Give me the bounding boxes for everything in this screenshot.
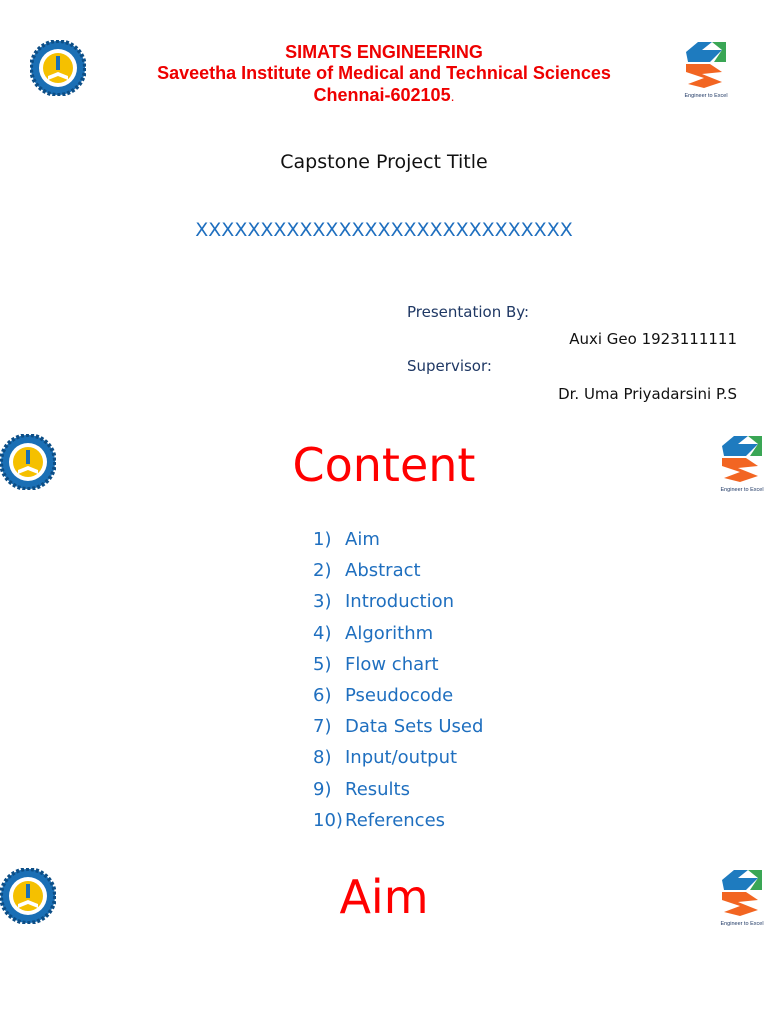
list-item-number: 9)	[313, 778, 332, 800]
list-item-number: 1)	[313, 529, 332, 550]
list-item-label: Flow chart	[345, 653, 439, 675]
list-item-label: Algorithm	[345, 622, 434, 644]
ses-tagline: Engineer to Excel	[720, 921, 764, 927]
list-item-label: Input/output	[345, 747, 458, 769]
list-item-label: References	[345, 809, 446, 831]
list-item-label: Results	[345, 778, 410, 800]
ses-tagline: Engineer to Excel	[720, 487, 764, 493]
list-item-number: 6)	[313, 684, 332, 706]
list-item-label: Introduction	[345, 591, 455, 613]
list-item-number: 2)	[313, 560, 332, 582]
list-item	[313, 623, 483, 654]
ses-logo-icon	[718, 866, 766, 928]
project-title-label: Capstone Project Title	[280, 151, 488, 173]
institution-location	[0, 85, 768, 107]
list-item	[313, 591, 483, 622]
list-item	[313, 779, 483, 810]
list-item	[313, 685, 483, 716]
location-text: Chennai-602105	[313, 85, 451, 105]
location-suffix: .	[450, 88, 455, 104]
list-item-number: 7)	[313, 716, 332, 738]
list-item-number: 10)	[313, 809, 343, 831]
list-item	[313, 529, 483, 560]
institution-full-name: Saveetha Institute of Medical and Technical Sciences	[157, 63, 611, 83]
presentation-by-label: Presentation By:	[407, 303, 530, 321]
presenter-name: Auxi Geo 1923111111	[569, 330, 737, 348]
ses-logo-icon	[682, 38, 730, 100]
supervisor-label: Supervisor:	[407, 357, 492, 375]
list-item-label: Pseudocode	[345, 684, 454, 706]
project-title-placeholder: XXXXXXXXXXXXXXXXXXXXXXXXXXXXX	[195, 219, 573, 241]
list-item-number: 8)	[313, 747, 332, 769]
ses-tagline: Engineer to Excel	[684, 93, 728, 99]
list-item	[313, 716, 483, 747]
content-list	[313, 529, 483, 841]
list-item-number: 4)	[313, 622, 332, 644]
content-heading: Content	[292, 438, 476, 492]
list-item-number: 5)	[313, 653, 332, 675]
list-item-label: Abstract	[345, 560, 421, 582]
aim-heading: Aim	[339, 870, 429, 924]
institution-name: SIMATS ENGINEERING	[285, 42, 483, 62]
list-item-number: 3)	[313, 591, 332, 613]
list-item-label: Data Sets Used	[345, 716, 484, 738]
list-item	[313, 810, 483, 841]
list-item	[313, 654, 483, 685]
list-item	[313, 747, 483, 778]
list-item	[313, 560, 483, 591]
ses-logo-icon	[718, 432, 766, 494]
list-item-label: Aim	[345, 529, 380, 550]
supervisor-name: Dr. Uma Priyadarsini P.S	[558, 385, 737, 403]
